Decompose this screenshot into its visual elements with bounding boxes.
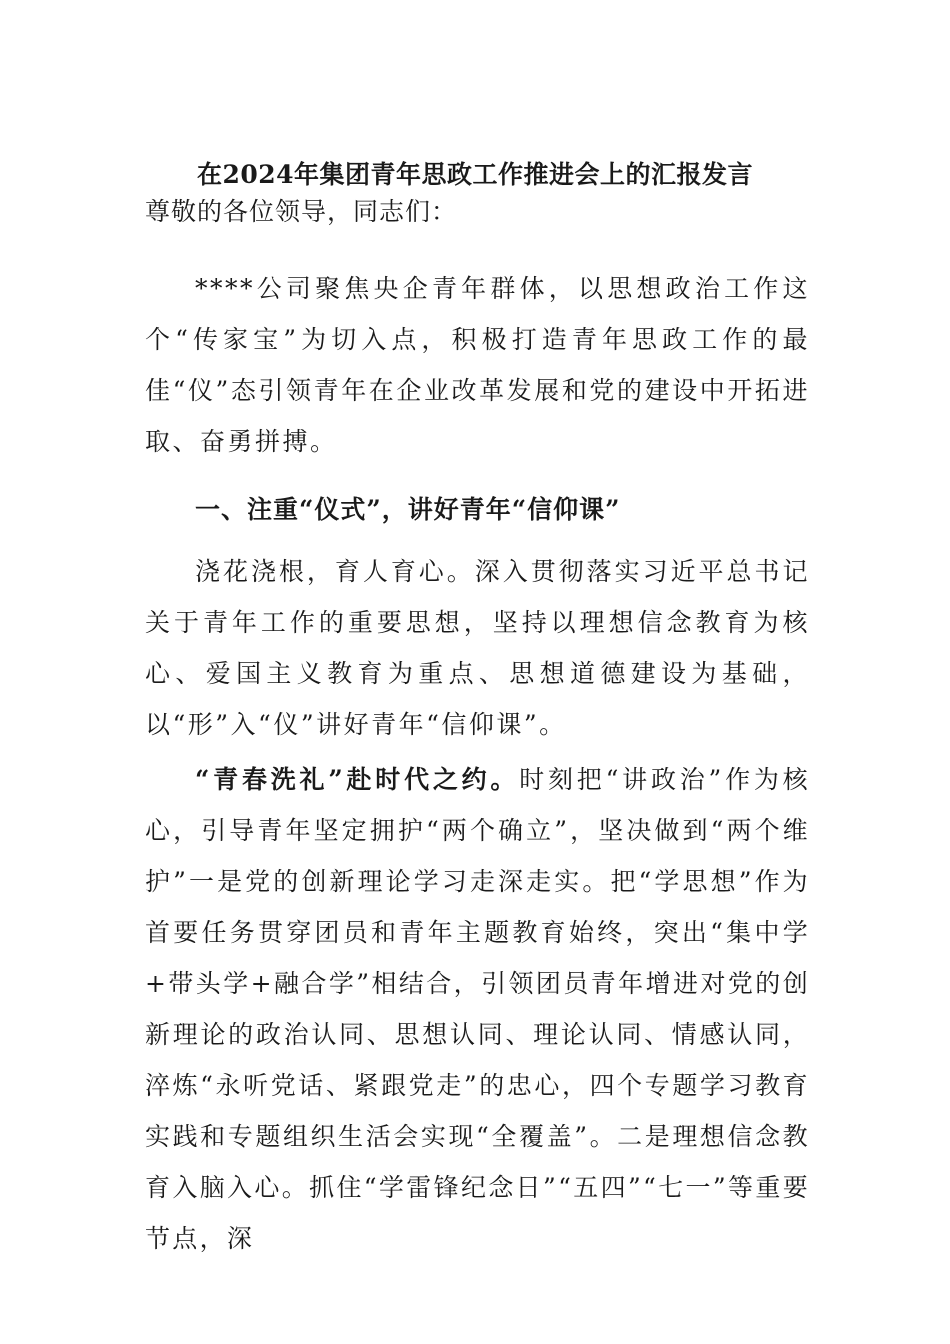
document-title: 在2024年集团青年思政工作推进会上的汇报发言	[196, 160, 754, 189]
subsection-lead: “青春洗礼”赴时代之约。	[195, 765, 520, 794]
subsection-text: 时刻把“讲政治”作为核心，引导青年坚定拥护“两个确立”，坚决做到“两个维护”一是党的创新理论学习走深走实。把“学思想”作为首要任务贯穿团员和青年主题教育始终，突出“集中学+带头学+融合学”相结合，引领团员青年增进对党的创新理论的政治认同、思想认同、理论认同、情感认同，淬炼“永听党话、紧跟党走”的忠心，四个专题学习教育实践和专题组织生活会实现“全覆盖”。二是理想信念教育入脑入心。抓住“学雷锋纪念日”“五四”“七一”等重要节点，深	[145, 765, 810, 1253]
salutation: 尊敬的各位领导，同志们：	[145, 197, 458, 226]
intro-paragraph: ****公司聚焦央企青年群体，以思想政治工作这个“传家宝”为切入点，积极打造青年思政工作的最佳“仪”态引领青年在企业改革发展和党的建设中开拓进取、奋勇拼搏。	[145, 274, 810, 456]
section-heading: 一、注重“仪式”，讲好青年“信仰课”	[195, 495, 621, 524]
section-paragraph: 浇花浇根，育人育心。深入贯彻落实习近平总书记关于青年工作的重要思想，坚持以理想信念教育为核心、爱国主义教育为重点、思想道德建设为基础，以“形”入“仪”讲好青年“信仰课”。	[145, 557, 810, 739]
subsection-paragraph	[145, 754, 810, 1264]
